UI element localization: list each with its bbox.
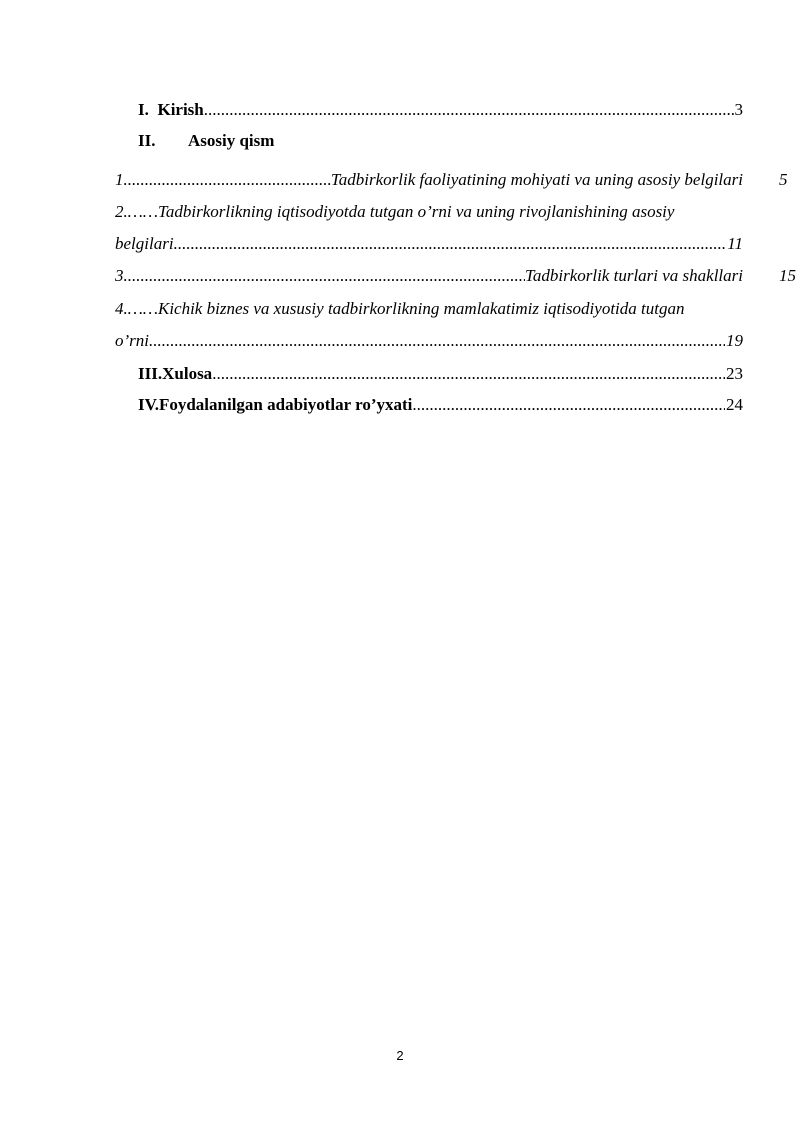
toc-title: 2.……Tadbirkorlikning iqtisodiyotda tutgan o’rni va uning rivojlanishining asosiy <box>115 202 675 221</box>
toc-title: Kirish <box>157 100 204 119</box>
toc-entry-adabiyotlar <box>138 395 743 415</box>
toc-title: Xulosa <box>162 364 213 383</box>
toc-page: 11 <box>727 234 743 253</box>
toc-number: 1 <box>115 170 124 189</box>
toc-number: II. <box>138 131 156 150</box>
toc-title: Tadbirkorlik faoliyatining mohiyati va uning asosiy belgilari <box>330 170 743 189</box>
toc-title: Asosiy qism <box>188 131 275 150</box>
toc-page: 23 <box>726 364 743 383</box>
toc-page: 19 <box>726 331 743 350</box>
toc-leader <box>124 170 331 190</box>
toc-page: 5 <box>779 170 788 189</box>
toc-title: Foydalanilgan adabiyotlar ro’yxati <box>158 395 413 414</box>
toc-entry-asosiy-qism <box>138 131 743 151</box>
toc-leader <box>212 364 725 384</box>
toc-page: 15 <box>779 266 796 285</box>
toc-leader <box>149 331 725 351</box>
toc-leader <box>174 234 727 254</box>
toc-entry-kirish <box>138 100 743 120</box>
toc-number: III. <box>138 364 163 383</box>
toc-page: 3 <box>734 100 743 119</box>
toc-leader <box>204 100 734 120</box>
toc-title-continued: o’rni <box>115 331 149 350</box>
toc-entry-3 <box>115 266 743 286</box>
toc-entry-2-line1 <box>115 202 743 222</box>
toc-entry-4-line1 <box>115 299 743 319</box>
toc-number: 3 <box>115 266 124 285</box>
toc-title-continued: belgilari <box>115 234 174 253</box>
toc-number: I. <box>138 100 149 119</box>
toc-entry-1 <box>115 170 743 190</box>
toc-entry-xulosa <box>138 364 743 384</box>
page-number: 2 <box>396 1048 404 1063</box>
toc-page: 24 <box>726 395 743 414</box>
toc-number: IV. <box>138 395 159 414</box>
toc-leader <box>124 266 525 286</box>
toc-title: 4.……Kichik biznes va xususiy tadbirkorlikning mamlakatimiz iqtisodiyotida tutgan <box>115 299 685 318</box>
toc-title: Tadbirkorlik turlari va shakllari <box>524 266 743 285</box>
toc-entry-2-line2 <box>115 234 743 254</box>
toc-leader <box>412 395 725 415</box>
toc-entry-4-line2 <box>115 331 743 351</box>
